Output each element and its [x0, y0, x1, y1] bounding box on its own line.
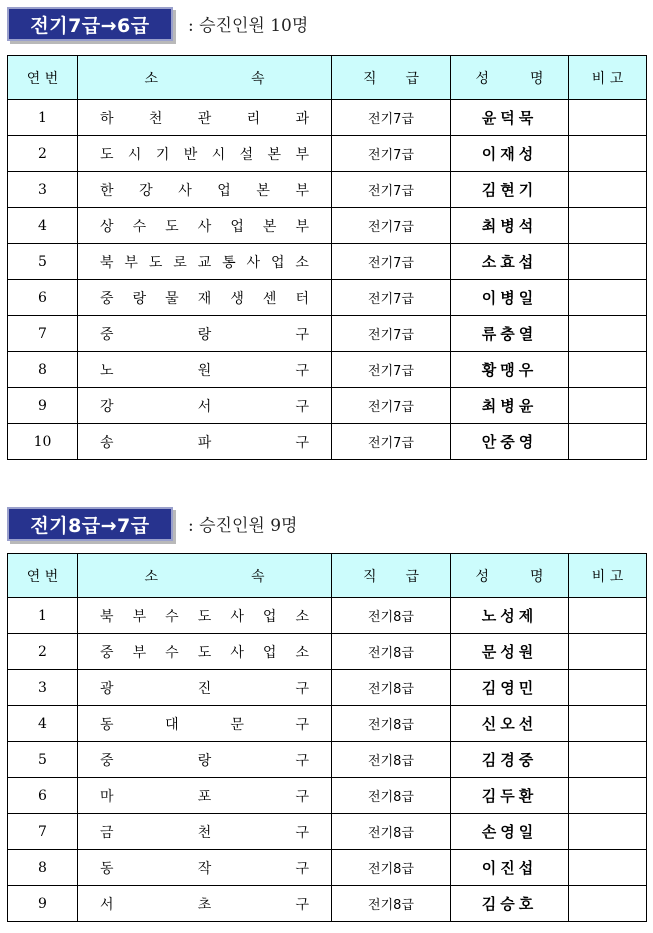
row-note [569, 850, 647, 886]
header-dept: 소 속 [78, 554, 332, 598]
row-number: 6 [8, 280, 78, 316]
row-note [569, 388, 647, 424]
row-rank: 전기8급 [332, 814, 451, 850]
row-name: 김경중 [451, 742, 569, 778]
department-text: 금 천 구 [100, 824, 309, 841]
table-header-row [8, 56, 647, 100]
section-header [0, 0, 653, 50]
row-note [569, 280, 647, 316]
department-text: 북 부 도 로 교 통 사 업 소 [100, 254, 309, 271]
row-department [78, 280, 332, 316]
table-row [8, 850, 647, 886]
table-row [8, 778, 647, 814]
row-name: 이재성 [451, 136, 569, 172]
row-note [569, 208, 647, 244]
row-number: 1 [8, 100, 78, 136]
row-rank: 전기7급 [332, 352, 451, 388]
row-rank: 전기7급 [332, 172, 451, 208]
row-note [569, 244, 647, 280]
row-number: 2 [8, 634, 78, 670]
row-number: 5 [8, 244, 78, 280]
table-row [8, 706, 647, 742]
department-text: 광 진 구 [100, 680, 309, 697]
row-department [78, 706, 332, 742]
department-text: 중 랑 구 [100, 752, 309, 769]
department-text: 동 작 구 [100, 860, 309, 877]
table-row [8, 670, 647, 706]
row-number: 3 [8, 670, 78, 706]
row-note [569, 742, 647, 778]
row-department [78, 634, 332, 670]
table-row [8, 100, 647, 136]
row-rank: 전기8급 [332, 598, 451, 634]
row-name: 류충열 [451, 316, 569, 352]
promotion-count: : 승진인원 9명 [188, 516, 298, 536]
row-department [78, 388, 332, 424]
row-number: 7 [8, 814, 78, 850]
row-note [569, 172, 647, 208]
table-row [8, 316, 647, 352]
header-no: 연 번 [8, 56, 78, 100]
department-text: 도 시 기 반 시 설 본 부 [100, 146, 309, 163]
row-rank: 전기7급 [332, 316, 451, 352]
row-rank: 전기8급 [332, 742, 451, 778]
row-department [78, 742, 332, 778]
header-rank: 직 급 [332, 554, 451, 598]
row-rank: 전기7급 [332, 244, 451, 280]
row-note [569, 670, 647, 706]
department-text: 하 천 관 리 과 [100, 110, 309, 127]
table-row [8, 388, 647, 424]
row-name: 노성제 [451, 598, 569, 634]
row-department [78, 670, 332, 706]
row-number: 1 [8, 598, 78, 634]
grade-badge: 전기7급→6급 [7, 7, 173, 41]
row-department [78, 424, 332, 460]
header-name: 성 명 [451, 554, 569, 598]
department-text: 마 포 구 [100, 788, 309, 805]
row-rank: 전기7급 [332, 100, 451, 136]
department-text: 서 초 구 [100, 896, 309, 913]
promotion-section-7-to-6 [0, 0, 653, 451]
row-rank: 전기8급 [332, 706, 451, 742]
table-row [8, 598, 647, 634]
header-note: 비 고 [569, 554, 647, 598]
table-row [8, 634, 647, 670]
row-number: 6 [8, 778, 78, 814]
row-rank: 전기7급 [332, 208, 451, 244]
row-name: 신오선 [451, 706, 569, 742]
promotion-count: : 승진인원 10명 [188, 16, 309, 36]
row-note [569, 424, 647, 460]
row-department [78, 316, 332, 352]
row-rank: 전기8급 [332, 778, 451, 814]
row-rank: 전기8급 [332, 670, 451, 706]
department-text: 상 수 도 사 업 본 부 [100, 218, 309, 235]
row-name: 손영일 [451, 814, 569, 850]
row-department [78, 136, 332, 172]
department-text: 중 랑 물 재 생 센 터 [100, 290, 309, 307]
row-number: 4 [8, 208, 78, 244]
row-name: 김영민 [451, 670, 569, 706]
row-department [78, 598, 332, 634]
table-row [8, 886, 647, 922]
row-number: 9 [8, 388, 78, 424]
row-number: 9 [8, 886, 78, 922]
table-row [8, 244, 647, 280]
row-number: 5 [8, 742, 78, 778]
row-note [569, 634, 647, 670]
row-note [569, 316, 647, 352]
department-text: 송 파 구 [100, 434, 309, 451]
row-rank: 전기7급 [332, 388, 451, 424]
department-text: 동 대 문 구 [100, 716, 309, 733]
row-department [78, 778, 332, 814]
row-note [569, 100, 647, 136]
row-name: 윤덕묵 [451, 100, 569, 136]
department-text: 중 부 수 도 사 업 소 [100, 644, 309, 661]
header-note: 비 고 [569, 56, 647, 100]
row-note [569, 598, 647, 634]
table-row [8, 280, 647, 316]
row-name: 김두환 [451, 778, 569, 814]
row-note [569, 706, 647, 742]
row-rank: 전기7급 [332, 424, 451, 460]
table-row [8, 136, 647, 172]
row-number: 8 [8, 850, 78, 886]
table-row [8, 352, 647, 388]
department-text: 강 서 구 [100, 398, 309, 415]
table-row [8, 814, 647, 850]
header-no: 연 번 [8, 554, 78, 598]
row-name: 최병석 [451, 208, 569, 244]
row-department [78, 100, 332, 136]
row-rank: 전기8급 [332, 634, 451, 670]
row-name: 이병일 [451, 280, 569, 316]
department-text: 노 원 구 [100, 362, 309, 379]
row-name: 안중영 [451, 424, 569, 460]
row-name: 문성원 [451, 634, 569, 670]
table-row [8, 742, 647, 778]
department-text: 북 부 수 도 사 업 소 [100, 608, 309, 625]
row-department [78, 886, 332, 922]
row-department [78, 172, 332, 208]
header-rank: 직 급 [332, 56, 451, 100]
row-number: 8 [8, 352, 78, 388]
grade-badge: 전기8급→7급 [7, 507, 173, 541]
department-text: 중 랑 구 [100, 326, 309, 343]
row-department [78, 352, 332, 388]
department-text: 한 강 사 업 본 부 [100, 182, 309, 199]
row-note [569, 886, 647, 922]
row-rank: 전기8급 [332, 850, 451, 886]
section-header [0, 500, 653, 550]
promotion-table [7, 55, 647, 460]
row-number: 10 [8, 424, 78, 460]
table-row [8, 424, 647, 460]
row-rank: 전기7급 [332, 136, 451, 172]
table-row [8, 172, 647, 208]
row-name: 소효섭 [451, 244, 569, 280]
row-department [78, 850, 332, 886]
row-department [78, 244, 332, 280]
row-number: 3 [8, 172, 78, 208]
row-name: 김현기 [451, 172, 569, 208]
row-rank: 전기7급 [332, 280, 451, 316]
row-department [78, 208, 332, 244]
row-number: 4 [8, 706, 78, 742]
row-note [569, 352, 647, 388]
row-number: 7 [8, 316, 78, 352]
row-name: 최병윤 [451, 388, 569, 424]
table-header-row [8, 554, 647, 598]
row-note [569, 814, 647, 850]
row-number: 2 [8, 136, 78, 172]
table-row [8, 208, 647, 244]
row-name: 김승호 [451, 886, 569, 922]
promotion-section-8-to-7 [0, 500, 653, 913]
row-name: 황맹우 [451, 352, 569, 388]
row-name: 이진섭 [451, 850, 569, 886]
row-rank: 전기8급 [332, 886, 451, 922]
header-name: 성 명 [451, 56, 569, 100]
header-dept: 소 속 [78, 56, 332, 100]
row-note [569, 778, 647, 814]
promotion-table [7, 553, 647, 922]
row-department [78, 814, 332, 850]
row-note [569, 136, 647, 172]
